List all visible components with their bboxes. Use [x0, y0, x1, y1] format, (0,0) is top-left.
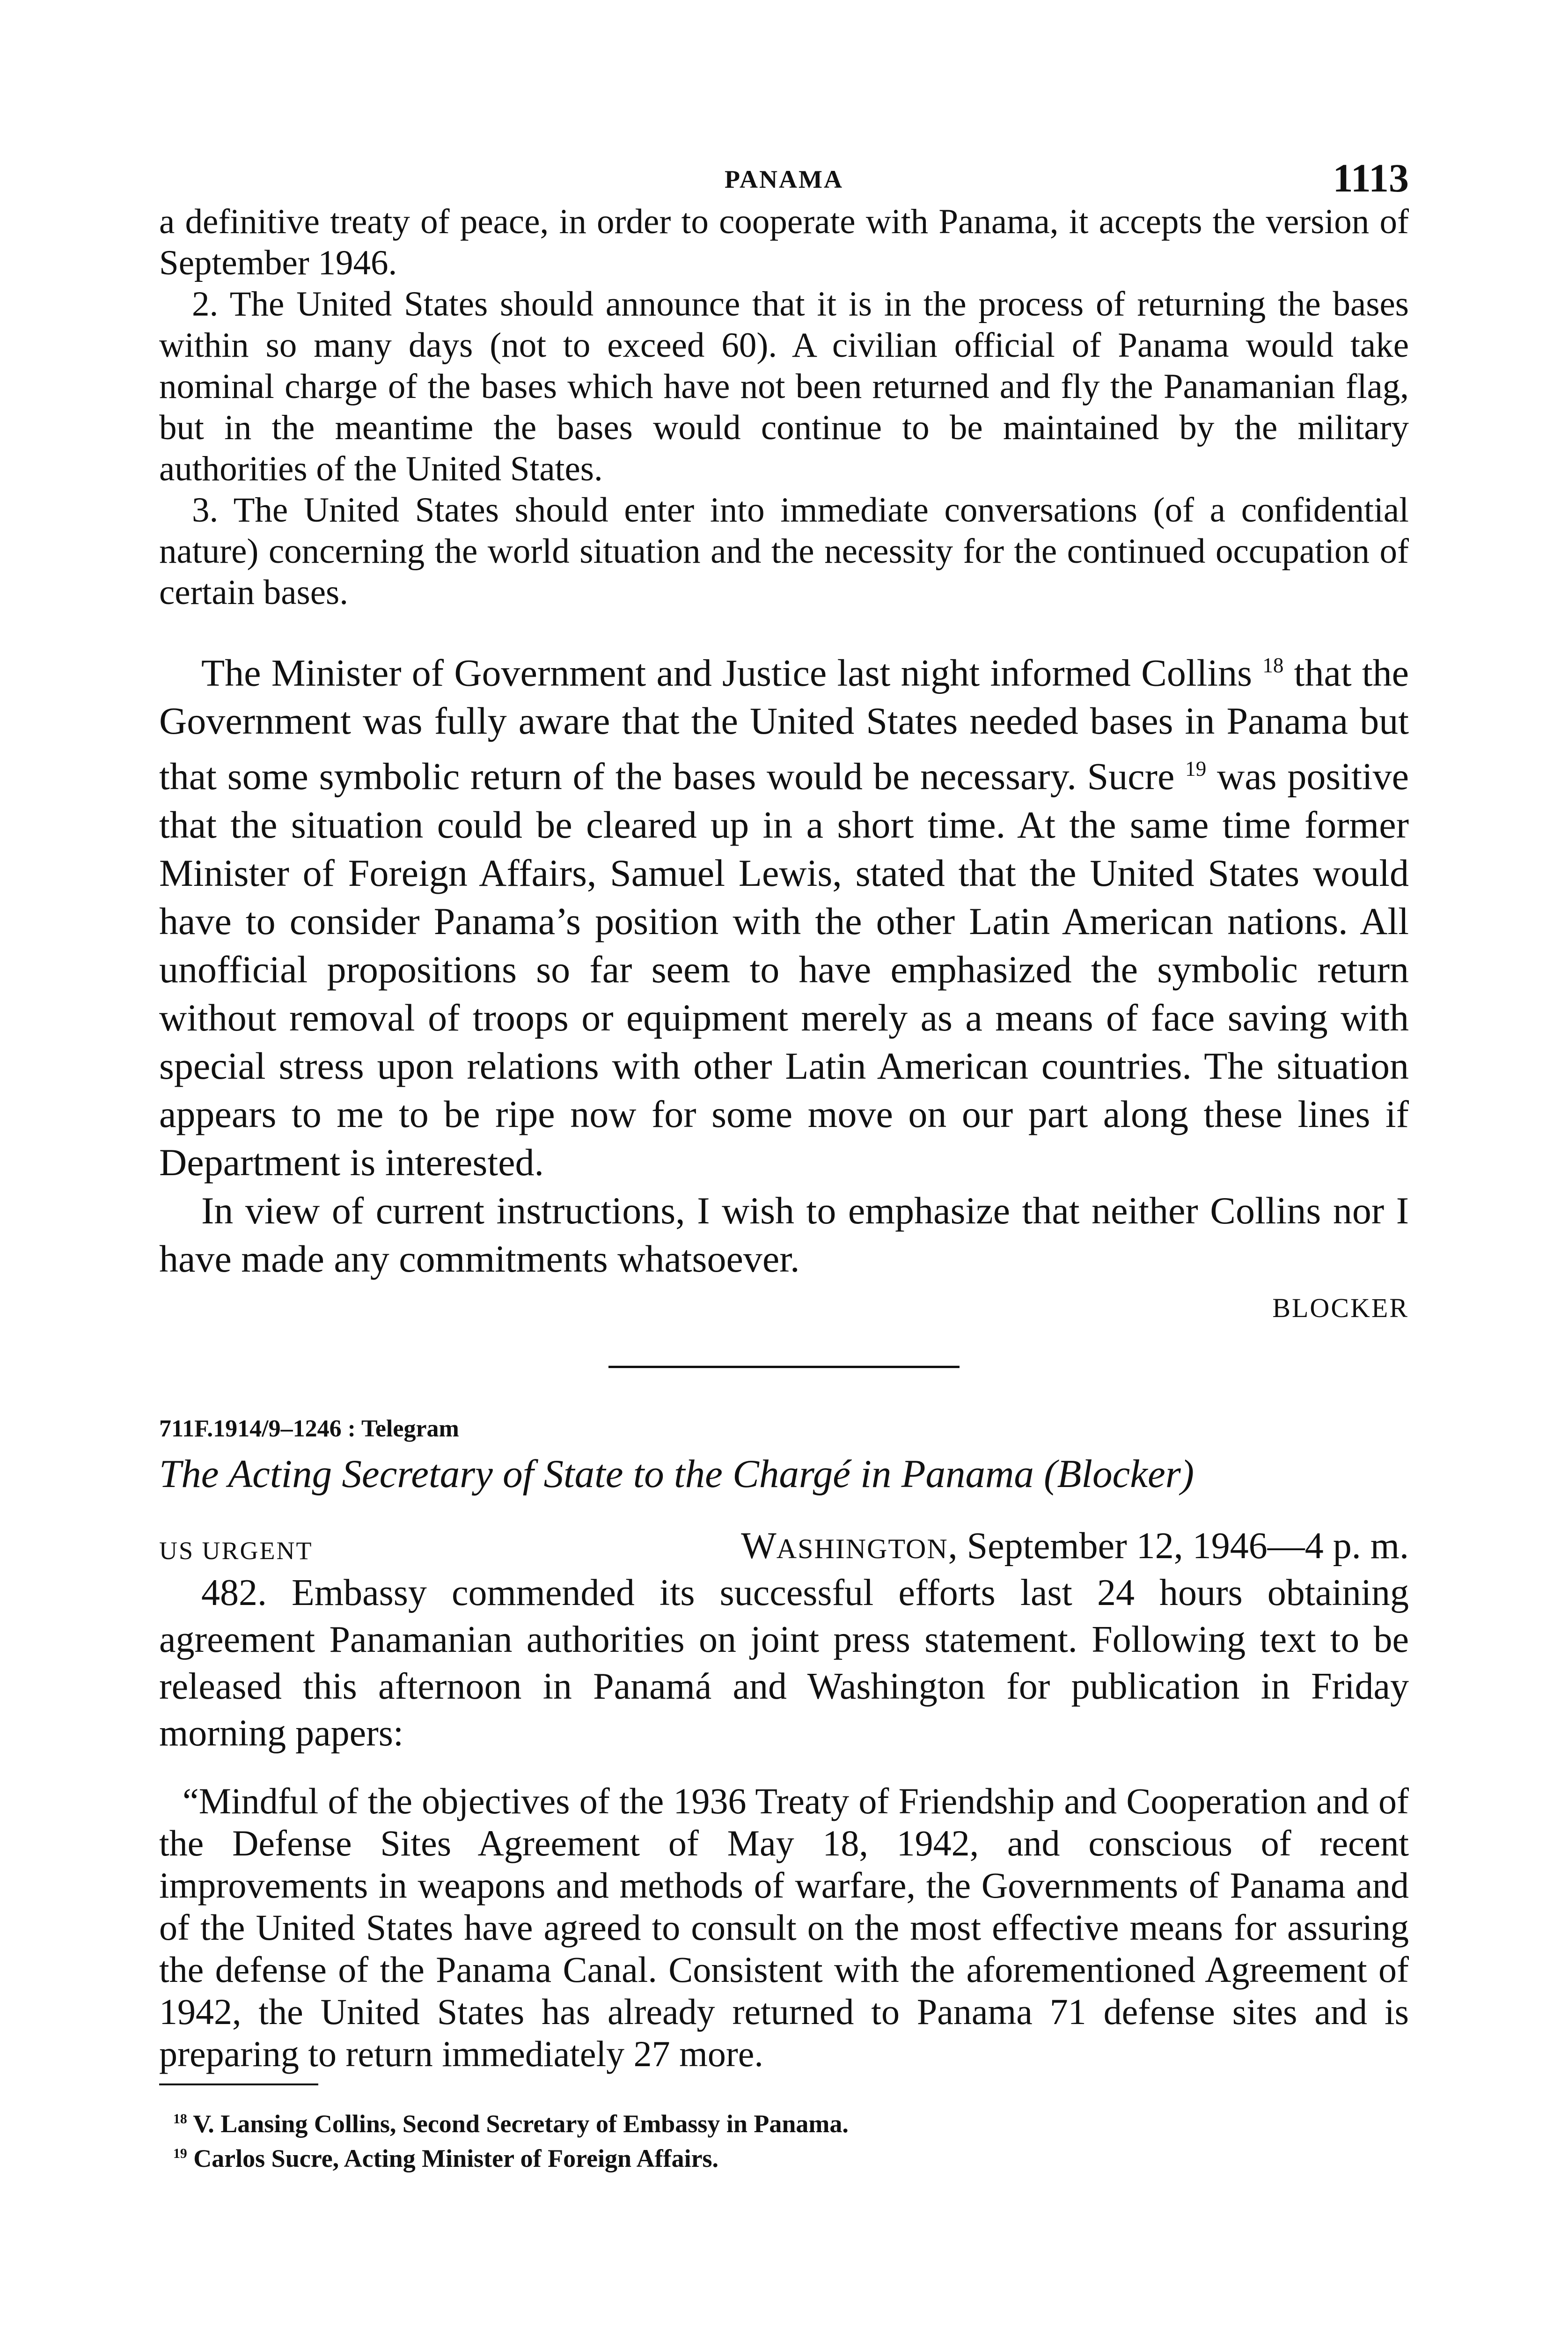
signature: BLOCKER: [1272, 1292, 1409, 1323]
footnote-ref-19: 19: [1185, 757, 1207, 781]
press-statement: [159, 1780, 1409, 2075]
telegram-text: [159, 1569, 1409, 1757]
footnote-text: Carlos Sucre, Acting Minister of Foreign Affairs.: [193, 2144, 719, 2172]
classification: US URGENT: [159, 1536, 313, 1565]
running-title: PANAMA: [725, 165, 843, 193]
footnote-19: [173, 2139, 1409, 2173]
document-page: [159, 140, 1409, 2173]
footnote-number: 19: [173, 2146, 187, 2161]
footnotes: [159, 2104, 1409, 2173]
quote-point-3: 3. The United States should enter into immediate conversations (of a confidential nature) concerning the world situation and the necessity for the continued occupation of certain bases.: [159, 491, 1409, 612]
quote-point-2: 2. The United States should announce that it is in the process of returning the bases within so many days (not to exceed 60). A civilian official of Panama would take nominal charge of the bases which have not been returned and fly the Panamanian flag, but in the meantime the bases would continue to be maintained by the military authorities of the United States.: [159, 285, 1409, 488]
footnote-number: 18: [173, 2111, 187, 2127]
date: , September 12, 1946—4 p. m.: [948, 1525, 1409, 1567]
telegram-paragraph: 482. Embassy commended its successful efforts last 24 hours obtaining agreement Panamanian authorities on joint press statement. Following text to be released this afternoon in Panamá and Washington for publication in Friday morning papers:: [159, 1572, 1409, 1754]
footnote-ref-18: 18: [1262, 654, 1284, 677]
place-rest: ASHINGTON: [776, 1533, 948, 1564]
place-initial: W: [741, 1525, 777, 1567]
body-paragraph-1: [159, 641, 1409, 1186]
footnote-18: [173, 2104, 1409, 2139]
running-head: [159, 140, 1409, 201]
quoted-proposals: [159, 201, 1409, 613]
quote-line-1: a definitive treaty of peace, in order to cooperate with Panama, it accepts the version of September 1946.: [159, 202, 1409, 282]
dateline: [741, 1525, 1409, 1568]
body-paragraph-2: In view of current instructions, I wish to emphasize that neither Collins nor I have made any commitments whatsoever.: [159, 1189, 1409, 1280]
statement-paragraph: “Mindful of the objectives of the 1936 Treaty of Friendship and Cooperation and of the Defense Sites Agreement of May 18, 1942, and conscious of recent improvements in weapons and methods of warfare, the Governments of Panama and of the United States have agreed to consult on the most effective means for assuring the defense of the Panama Canal. Consistent with the aforementioned Agreement of 1942, the United States has already returned to Panama 71 defense sites and is preparing to return immediately 27 more.: [159, 1780, 1409, 2074]
para1-part1: The Minister of Government and Justice last night informed Collins: [201, 651, 1253, 694]
dateline-row: [159, 1525, 1409, 1569]
message-body: [159, 641, 1409, 1283]
footnote-rule: [159, 2083, 318, 2085]
document-title: The Acting Secretary of State to the Chargé in Panama (Blocker): [159, 1451, 1194, 1496]
footnote-text: V. Lansing Collins, Second Secretary of Embassy in Panama.: [193, 2109, 849, 2138]
file-reference: 711F.1914/9–1246 : Telegram: [159, 1415, 459, 1442]
page-number: 1113: [1333, 155, 1409, 200]
para1-part2: that the Government was fully aware that the United States needed bases in Panama but that some symbolic return of the bases would be necessary. Sucre: [159, 651, 1409, 798]
para1-part3: was positive that the situation could be cleared up in a short time. At the same time former Minister of Foreign Affairs, Samuel Lewis, stated that the United States would have to consider Panama’s position with the other Latin American nations. All unofficial propositions so far seem to have emphasized the symbolic return without removal of troops or equipment merely as a means of face saving with special stress upon relations with other Latin American countries. The situation appears to me to be ripe now for some move on our part along these lines if Department is interested.: [159, 755, 1409, 1184]
section-divider: [608, 1366, 960, 1368]
